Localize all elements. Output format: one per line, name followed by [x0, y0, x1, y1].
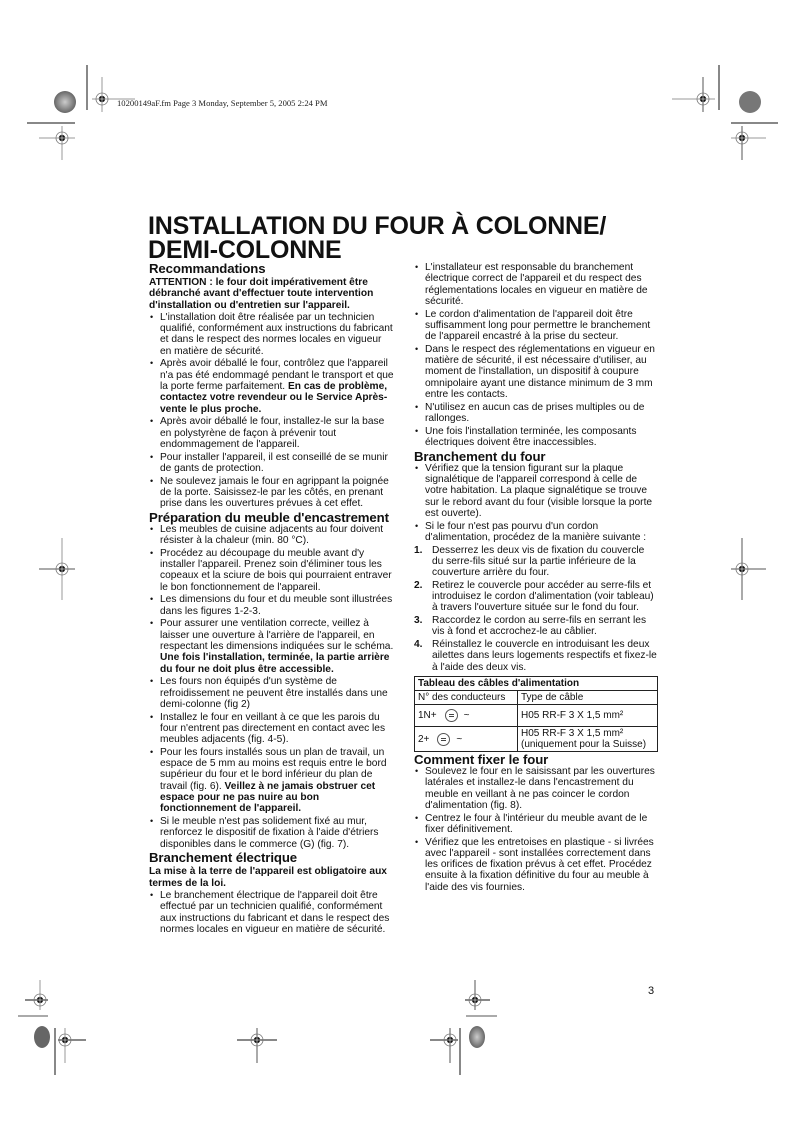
- left-column: [149, 262, 394, 937]
- table-header-row: [415, 691, 658, 705]
- section-heading: Préparation du meuble d'encastrement: [149, 509, 389, 525]
- step-item: 1. Desserrez les deux vis de fixation du couvercle du serre-fils situé sur la partie inférieure de la couverture arrière du four.: [414, 544, 645, 579]
- step-item: 4. Réinstallez le couvercle en introduisant les deux ailettes dans leurs logements respectifs et fixez-le à l'aide des deux vis.: [414, 639, 657, 673]
- list-item: • Soulevez le four en le saisissant par les ouvertures latérales et installez-le dans l'encastrement du meuble en veillant à ne pas coincer le cordon d'alimentation (fig. 8).: [414, 766, 657, 811]
- list-item: • Pour installer l'appareil, il est conseillé de se munir de gants de protection.: [149, 452, 394, 475]
- table-row: 1N+ ~ H05 RR-F 3 X 1,5 mm²: [415, 705, 658, 727]
- column-header: Type de câble: [518, 691, 658, 705]
- section-heading: Recommandations: [149, 261, 266, 276]
- branchement-electrique-list: [149, 890, 394, 935]
- list-item: • Après avoir déballé le four, contrôlez que l'appareil n'a pas été endommagé pendant le transport et que la porte ferme parfaitement. En cas de problème, contactez votre revendeur ou le Service Après-vente le plus proche.: [149, 358, 394, 414]
- list-item: • Les dimensions du four et du meuble sont illustrées dans les figures 1-2-3.: [149, 594, 394, 617]
- steps-list: [414, 545, 657, 673]
- section-comment-fixer: [414, 753, 657, 893]
- list-item: • Les fours non équipés d'un système de refroidissement ne peuvent être installés dans une demi-colonne (fig 2): [149, 676, 394, 710]
- section-heading: Branchement électrique: [149, 850, 298, 866]
- list-item: • L'installateur est responsable du branchement électrique correct de l'appareil et du respect des réglementations locales en vigueur en matière de sécurité.: [414, 262, 657, 307]
- grounding-warning: La mise à la terre de l'appareil est obligatoire aux termes de la loi.: [149, 866, 387, 889]
- section-branchement-four: [414, 450, 657, 673]
- list-item: • L'installation doit être réalisée par un technicien qualifié, conformément aux instructions du fabricant et dans le respect des normes locales en vigueur en matière de sécurité.: [149, 312, 394, 357]
- section-branchement-electrique: [149, 851, 394, 935]
- section-recommandations: [149, 262, 394, 510]
- section-preparation-meuble: [149, 511, 394, 850]
- list-item: • Les meubles de cuisine adjacents au four doivent résister à la chaleur (min. 80 °C).: [149, 524, 394, 547]
- page-number: 3: [648, 985, 655, 997]
- ground-symbol-icon: [437, 733, 450, 746]
- table-row: 2+ ~ H05 RR-F 3 X 1,5 mm² (uniquement pour la Suisse): [415, 727, 658, 752]
- list-item: • N'utilisez en aucun cas de prises multiples ou de rallonges.: [414, 402, 657, 425]
- list-item: • Procédez au découpage du meuble avant d'y installer l'appareil. Prenez soin d'éliminer tous les copeaux et la sciure de bois qui pourraient entraver le bon fonctionnement de l'appareil.: [149, 548, 394, 593]
- section-heading: Comment fixer le four: [414, 752, 549, 767]
- list-item: • Centrez le four à l'intérieur du meuble avant de le fixer définitivement.: [414, 813, 657, 836]
- branchement-four-list: [414, 463, 657, 543]
- step-item: 2. Retirez le couvercle pour accéder au serre-fils et introduisez le cordon d'alimentation (voir tableau) à travers l'ouverture située sur le fond du four.: [414, 579, 654, 614]
- step-item: 3. Raccordez le cordon au serre-fils en serrant les vis à fond et accrochez-le au câblier.: [414, 615, 647, 638]
- list-item: • Pour assurer une ventilation correcte, veillez à laisser une ouverture à l'arrière de l'appareil, en respectant les dimensions indiquées sur le schéma. Une fois l'installation, terminée, la partie arrière du four ne doit plus être accessible.: [149, 618, 394, 674]
- fixer-list: [414, 766, 657, 893]
- page-title-line-2: DEMI-COLONNE: [148, 236, 342, 264]
- list-item: • Dans le respect des réglementations en vigueur en matière de sécurité, il est nécessaire d'utiliser, au moment de l'installation, un dispositif à coupure omnipolaire ayant une distance minimum de 3 mm entre les contacts.: [414, 344, 657, 400]
- section-heading: Branchement du four: [414, 448, 546, 464]
- list-item: • Installez le four en veillant à ce que les parois du four n'entrent pas directement en contact avec les meubles adjacents (fig. 4-5).: [149, 712, 394, 746]
- list-item: • Si le four n'est pas pourvu d'un cordon d'alimentation, procédez de la manière suivante :: [414, 521, 657, 544]
- attention-warning: ATTENTION : le four doit impérativement être débranché avant d'effectuer toute intervention d'installation ou d'entretien sur l'appareil.: [149, 277, 374, 311]
- right-column: [414, 262, 657, 894]
- page-title: [148, 214, 668, 262]
- list-item: • Si le meuble n'est pas solidement fixé au mur, renforcez le dispositif de fixation à l'aide d'étriers disponibles dans le commerce (G) (fig. 7).: [149, 816, 394, 850]
- cable-table: [414, 676, 658, 752]
- cable-table-title: Tableau des câbles d'alimentation: [415, 677, 658, 691]
- list-item: • Vérifiez que les entretoises en plastique - si livrées avec l'appareil - sont installées correctement dans les orifices de fixation prévus à cet effet. Procédez ensuite à la fixation définitive du four au meuble à l'aide des vis fournies.: [414, 837, 657, 893]
- recommandations-list: [149, 312, 394, 510]
- ground-symbol-icon: [445, 709, 458, 722]
- list-item: • Vérifiez que la tension figurant sur la plaque signalétique de l'appareil correspond à celle de votre habitation. La plaque signalétique se trouve sur le rebord avant du four (visible lorsque la porte est ouverte).: [414, 463, 657, 519]
- list-item: • Après avoir déballé le four, installez-le sur la base en polystyrène de façon à prévenir tout endommagement de l'appareil.: [149, 416, 394, 450]
- preparation-list: [149, 524, 394, 850]
- page-title-line-1: INSTALLATION DU FOUR À COLONNE/: [148, 212, 607, 240]
- list-item: • Pour les fours installés sous un plan de travail, un espace de 5 mm au moins est requis entre le bord supérieur du four et le bord inférieur du plan de travail (fig. 6). Veillez à ne jamais obstruer cet espace pour ne pas nuire au bon fonctionnement de l'appareil.: [149, 747, 394, 815]
- electrical-requirements-list: [414, 262, 657, 448]
- list-item: • Une fois l'installation terminée, les composants électriques doivent être inaccessibles.: [414, 426, 657, 449]
- column-header: N° des conducteurs: [415, 691, 518, 705]
- list-item: • Le cordon d'alimentation de l'appareil doit être suffisamment long pour permettre le branchement de l'appareil encastré à la prise du secteur.: [414, 309, 657, 343]
- list-item: • Ne soulevez jamais le four en agrippant la poignée de la porte. Saisissez-le par les côtés, en prenant prise dans les ouvertures prévues à cet effet.: [149, 476, 394, 510]
- print-header-file-info: 10200149aF.fm Page 3 Monday, September 5, 2005 2:24 PM: [117, 98, 328, 108]
- list-item: • Le branchement électrique de l'appareil doit être effectué par un technicien qualifié, conformément aux instructions du fabricant et dans le respect des normes locales en vigueur en matière de sécurité.: [149, 890, 394, 935]
